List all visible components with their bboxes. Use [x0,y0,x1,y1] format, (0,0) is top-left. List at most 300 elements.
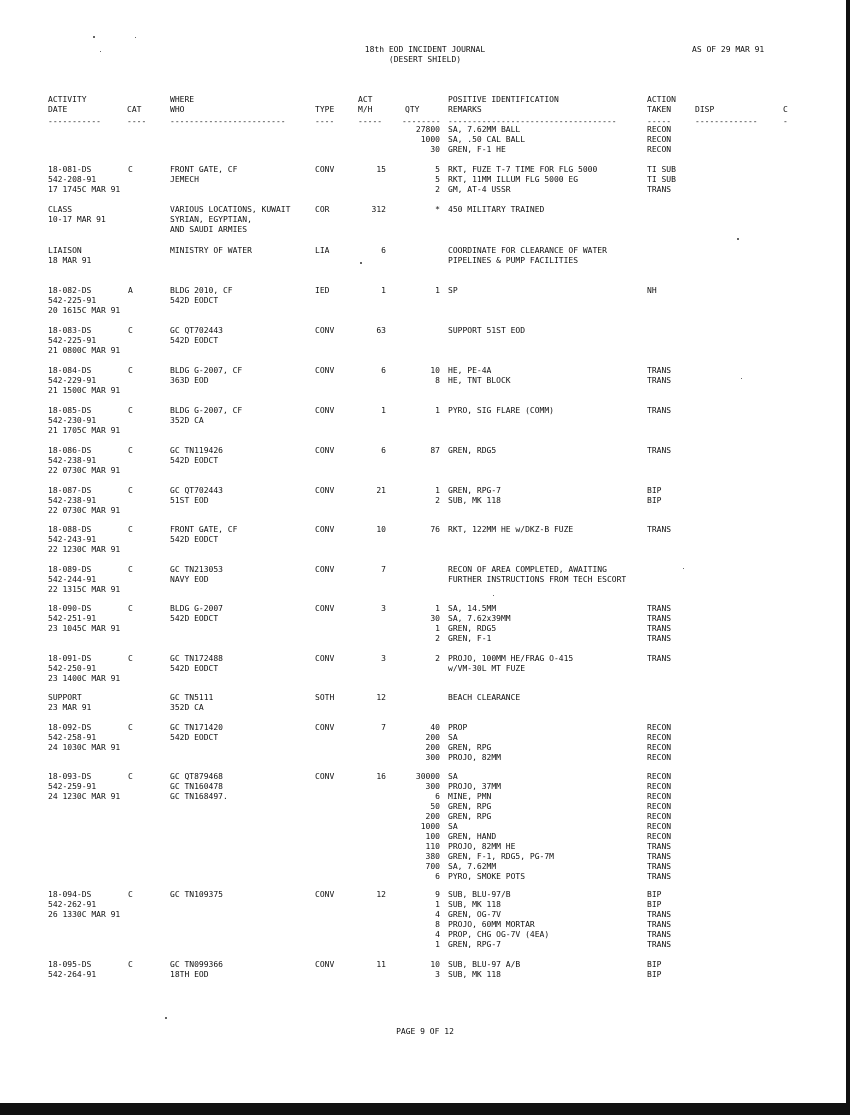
action-taken-cell-line: TRANS [647,634,672,643]
qty-cell [396,960,440,980]
remarks-cell-line: SUB, MK 118 [448,496,501,505]
remarks-cell-line: HE, PE-4A [448,366,492,375]
action-taken-cell-line: TI SUB [647,165,676,174]
activity-cell [48,772,120,802]
action-taken-cell-line: BIP [647,970,662,979]
scan-speck [737,238,739,240]
remarks-cell-line: PROJO, 82MM HE [448,842,516,851]
activity-cell-line: 18-091-DS [48,654,92,663]
act-mh-cell: 1 [381,406,386,415]
underline-activity: ----------- [48,117,101,126]
qty-cell [396,654,440,664]
action-taken-cell-line: TRANS [647,940,672,949]
remarks-cell-line: COORDINATE FOR CLEARANCE OF WATER [448,246,607,255]
activity-cell [48,165,120,195]
header-qty: QTY [405,105,420,114]
remarks-cell-line: SUB, MK 118 [448,970,501,979]
cat-cell: C [128,326,133,335]
activity-cell-line: 542-225-91 [48,296,97,305]
header-type: TYPE [315,105,335,114]
activity-cell [48,960,96,980]
where-who-cell-line: GC QT702443 [170,326,223,335]
act-mh-cell: 312 [371,205,386,214]
remarks-cell-line: PROJO, 60MM MORTAR [448,920,535,929]
act-mh-cell: 7 [381,565,386,574]
qty-cell-line: 30 [430,614,440,623]
qty-cell-line: 2 [435,185,440,194]
remarks-cell [448,165,597,195]
activity-cell-line: 22 1315C MAR 91 [48,585,121,594]
action-taken-cell [647,286,657,296]
action-taken-cell-line: RECON [647,782,672,791]
activity-cell-line: 18-086-DS [48,446,92,455]
where-who-cell-line: FRONT GATE, CF [170,165,238,174]
action-taken-cell [647,165,676,195]
qty-cell-line: 380 [425,852,440,861]
where-who-cell-line: JEMECH [170,175,199,184]
action-taken-cell-line: RECON [647,723,672,732]
qty-cell-line: 100 [425,832,440,841]
cat-cell: C [128,165,133,174]
action-taken-cell [647,772,671,882]
activity-cell-line: 18-088-DS [48,525,92,534]
action-taken-cell-line: TRANS [647,366,672,375]
qty-cell-line: 9 [435,890,440,899]
scan-bottom-edge [0,1103,850,1115]
qty-cell-line: 300 [425,753,440,762]
where-who-cell-line: MINISTRY OF WATER [170,246,252,255]
remarks-cell-line: w/VM-30L MT FUZE [448,664,526,673]
qty-cell-line: 40 [430,723,440,732]
scan-speck [493,595,494,596]
remarks-cell-line: GREN, F-1 HE [448,145,506,154]
qty-cell-line: 5 [435,175,440,184]
action-taken-cell-line: RECON [647,125,672,134]
action-taken-cell-line: TRANS [647,446,672,455]
remarks-cell-line: GREN, RDG5 [448,624,497,633]
remarks-cell-line: PROP, CHG OG-7V (4EA) [448,930,550,939]
where-who-cell [170,693,213,713]
underline-taken: ----- [647,117,672,126]
action-taken-cell-line: BIP [647,890,662,899]
where-who-cell [170,446,223,466]
qty-cell [396,366,440,386]
remarks-cell-line: SA, .50 CAL BALL [448,135,526,144]
qty-cell-line: 6 [435,872,440,881]
action-taken-cell-line: RECON [647,772,672,781]
activity-cell-line: 542-225-91 [48,336,97,345]
qty-cell-line: 6 [435,792,440,801]
qty-cell [396,890,440,950]
remarks-cell-line: GREN, F-1, RDG5, PG-7M [448,852,554,861]
qty-cell-line: 4 [435,910,440,919]
qty-cell-line: 1 [435,624,440,633]
remarks-cell-line: PROJO, 37MM [448,782,501,791]
act-mh-cell: 3 [381,654,386,663]
activity-cell-line: 18-087-DS [48,486,92,495]
type-cell: COR [315,205,330,214]
where-who-cell [170,890,223,900]
act-mh-cell: 63 [376,326,386,335]
remarks-cell-line: SUB, MK 118 [448,900,501,909]
remarks-cell-line: PYRO, SMOKE POTS [448,872,526,881]
action-taken-cell-line: TRANS [647,654,672,663]
page-title-line-1: 18th EOD INCIDENT JOURNAL [364,45,486,54]
cat-cell: C [128,960,133,969]
qty-cell [396,165,440,195]
where-who-cell-line: FRONT GATE, CF [170,525,238,534]
qty-cell-line: 3 [435,970,440,979]
action-taken-cell-line: TRANS [647,872,672,881]
remarks-cell-line: GREN, F-1 [448,634,492,643]
where-who-cell-line: GC TN172488 [170,654,223,663]
act-mh-cell: 6 [381,366,386,375]
activity-cell-line: 22 1230C MAR 91 [48,545,121,554]
activity-cell-line: 542-243-91 [48,535,97,544]
where-who-cell-line: 542D EODCT [170,336,219,345]
action-taken-cell-line: RECON [647,145,672,154]
qty-cell-line: 5 [435,165,440,174]
where-who-cell [170,772,228,802]
header-act-mh: ACT M/H [358,95,373,114]
qty-cell [396,205,440,215]
activity-cell-line: 542-258-91 [48,733,97,742]
remarks-cell-line: FURTHER INSTRUCTIONS FROM TECH ESCORT [448,575,627,584]
activity-cell [48,406,120,436]
page-number: PAGE 9 OF 12 [396,1027,454,1036]
qty-cell [396,723,440,763]
cat-cell: C [128,446,133,455]
activity-cell [48,654,120,684]
type-cell: CONV [315,654,335,663]
header-cat: CAT [127,105,142,114]
activity-cell-line: 23 MAR 91 [48,703,92,712]
where-who-cell-line: AND SAUDI ARMIES [170,225,248,234]
cat-cell: C [128,565,133,574]
where-who-cell [170,486,223,506]
cat-cell: C [128,772,133,781]
qty-cell-line: 300 [425,782,440,791]
where-who-cell-line: 542D EODCT [170,733,219,742]
where-who-cell [170,654,223,674]
where-who-cell [170,246,252,256]
qty-cell-line: 200 [425,743,440,752]
action-taken-cell-line: RECON [647,802,672,811]
underline-cat: ---- [127,117,147,126]
qty-cell-line: 1000 [420,135,440,144]
activity-cell-line: 18-082-DS [48,286,92,295]
activity-cell [48,486,120,516]
type-cell: LIA [315,246,330,255]
activity-cell [48,604,120,634]
activity-cell-line: 22 0730C MAR 91 [48,506,121,515]
where-who-cell [170,326,223,346]
action-taken-cell-line: TRANS [647,604,672,613]
type-cell: CONV [315,486,335,495]
remarks-cell [448,772,554,882]
action-taken-cell-line: TRANS [647,920,672,929]
scan-speck [93,36,95,38]
remarks-cell [448,326,525,336]
header-where-who: WHERE WHO [170,95,195,114]
act-mh-cell: 12 [376,890,386,899]
type-cell: CONV [315,604,335,613]
activity-cell [48,446,120,476]
qty-cell-line: 10 [430,960,440,969]
activity-cell-line: 18-094-DS [48,890,92,899]
action-taken-cell-line: RECON [647,832,672,841]
activity-cell-line: 20 1615C MAR 91 [48,306,121,315]
type-cell: CONV [315,446,335,455]
cat-cell: A [128,286,133,295]
act-mh-cell: 6 [381,246,386,255]
cat-cell: C [128,486,133,495]
act-mh-cell: 16 [376,772,386,781]
remarks-cell-line: PROJO, 100MM HE/FRAG O-415 [448,654,574,663]
act-mh-cell: 21 [376,486,386,495]
where-who-cell [170,205,290,235]
activity-cell-line: 21 1705C MAR 91 [48,426,121,435]
action-taken-cell [647,604,671,644]
qty-cell-line: 200 [425,733,440,742]
remarks-cell-line: SA [448,733,458,742]
where-who-cell-line: BLDG G-2007, CF [170,366,243,375]
remarks-cell-line: SA, 7.62MM [448,862,497,871]
remarks-cell-line: SUB, BLU-97/B [448,890,511,899]
remarks-cell-line: GREN, RPG [448,802,492,811]
action-taken-cell-line: TI SUB [647,175,676,184]
where-who-cell-line: BLDG 2010, CF [170,286,233,295]
remarks-cell [448,486,501,506]
activity-cell-line: 542-244-91 [48,575,97,584]
act-mh-cell: 10 [376,525,386,534]
remarks-cell-line: RKT, FUZE T-7 TIME FOR FLG 5000 [448,165,598,174]
qty-cell [396,125,440,155]
where-who-cell-line: GC TN168497. [170,792,228,801]
qty-cell-line: 27800 [415,125,440,134]
type-cell: SOTH [315,693,335,702]
action-taken-cell-line: RECON [647,753,672,762]
qty-cell-line: 1 [435,286,440,295]
activity-cell-line: 18-093-DS [48,772,92,781]
qty-cell-line: 200 [425,812,440,821]
remarks-cell [448,406,554,416]
where-who-cell-line: BLDG G-2007, CF [170,406,243,415]
underline-c: - [783,117,788,126]
action-taken-cell [647,446,671,456]
remarks-cell-line: PROP [448,723,468,732]
qty-cell [396,486,440,506]
action-taken-cell-line: TRANS [647,406,672,415]
qty-cell-line: 1 [435,940,440,949]
activity-cell [48,205,106,225]
qty-cell [396,406,440,416]
type-cell: CONV [315,565,335,574]
act-mh-cell: 12 [376,693,386,702]
remarks-cell-line: PIPELINES & PUMP FACILITIES [448,256,579,265]
where-who-cell-line: 352D CA [170,416,204,425]
where-who-cell-line: BLDG G-2007 [170,604,223,613]
remarks-cell-line: RKT, 11MM ILLUM FLG 5000 EG [448,175,579,184]
action-taken-cell [647,486,661,506]
activity-cell-line: 542-262-91 [48,900,97,909]
activity-cell-line: CLASS [48,205,73,214]
type-cell: CONV [315,406,335,415]
action-taken-cell-line: TRANS [647,930,672,939]
type-cell: CONV [315,960,335,969]
act-mh-cell: 3 [381,604,386,613]
where-who-cell-line: NAVY EOD [170,575,209,584]
scan-speck [683,568,684,569]
remarks-cell-line: SA, 14.5MM [448,604,497,613]
underline-where: ------------------------ [170,117,286,126]
cat-cell: C [128,890,133,899]
activity-cell-line: 18 MAR 91 [48,256,92,265]
type-cell: CONV [315,525,335,534]
remarks-cell-line: RKT, 122MM HE w/DKZ-B FUZE [448,525,574,534]
activity-cell [48,246,91,266]
where-who-cell-line: SYRIAN, EGYPTIAN, [170,215,252,224]
remarks-cell-line: BEACH CLEARANCE [448,693,521,702]
action-taken-cell-line: TRANS [647,852,672,861]
remarks-cell [448,286,458,296]
action-taken-cell-line: NH [647,286,657,295]
where-who-cell-line: 542D EODCT [170,664,219,673]
activity-cell-line: 24 1230C MAR 91 [48,792,121,801]
where-who-cell-line: 352D CA [170,703,204,712]
remarks-cell [448,125,525,155]
remarks-cell-line: GREN, HAND [448,832,497,841]
action-taken-cell-line: RECON [647,135,672,144]
cat-cell: C [128,604,133,613]
action-taken-cell-line: TRANS [647,862,672,871]
remarks-cell-line: GREN, OG-7V [448,910,501,919]
remarks-cell-line: GREN, RDG5 [448,446,497,455]
qty-cell-line: 2 [435,496,440,505]
remarks-cell [448,723,501,763]
activity-cell [48,326,120,356]
act-mh-cell: 1 [381,286,386,295]
qty-cell-line: 1 [435,604,440,613]
activity-cell-line: LIAISON [48,246,82,255]
where-who-cell-line: GC QT879468 [170,772,223,781]
remarks-cell-line: PYRO, SIG FLARE (COMM) [448,406,554,415]
page-title-line-2: (DESERT SHIELD) [388,55,462,64]
activity-cell [48,565,120,595]
where-who-cell-line: GC TN109375 [170,890,223,899]
action-taken-cell [647,525,671,535]
action-taken-cell-line: RECON [647,733,672,742]
qty-cell-line: 50 [430,802,440,811]
action-taken-cell-line: TRANS [647,842,672,851]
action-taken-cell [647,125,671,155]
where-who-cell [170,406,242,426]
remarks-cell [448,890,549,950]
activity-cell-line: 542-259-91 [48,782,97,791]
activity-cell-line: 542-229-91 [48,376,97,385]
qty-cell-line: 1000 [420,822,440,831]
action-taken-cell-line: TRANS [647,614,672,623]
action-taken-cell [647,723,671,763]
type-cell: CONV [315,165,335,174]
activity-cell-line: 542-230-91 [48,416,97,425]
action-taken-cell [647,960,661,980]
act-mh-cell: 15 [376,165,386,174]
cat-cell: C [128,654,133,663]
qty-cell-line: 1 [435,900,440,909]
where-who-cell-line: GC TN5111 [170,693,214,702]
remarks-cell-line: GREN, RPG-7 [448,940,501,949]
type-cell: CONV [315,890,335,899]
remarks-cell [448,654,573,674]
type-cell: CONV [315,772,335,781]
where-who-cell-line: 18TH EOD [170,970,209,979]
remarks-cell-line: GREN, RPG [448,743,492,752]
where-who-cell [170,723,223,743]
as-of-date: AS OF 29 MAR 91 [692,45,765,54]
qty-cell-line: 110 [425,842,440,851]
qty-cell-line: * [435,205,440,214]
qty-cell-line: 1 [435,486,440,495]
where-who-cell [170,525,237,545]
activity-cell-line: SUPPORT [48,693,82,702]
underline-disp: ------------- [695,117,758,126]
scan-right-edge [846,0,850,1115]
remarks-cell [448,446,496,456]
act-mh-cell: 7 [381,723,386,732]
activity-cell-line: 18-095-DS [48,960,92,969]
remarks-cell-line: RECON OF AREA COMPLETED, AWAITING [448,565,607,574]
remarks-cell-line: HE, TNT BLOCK [448,376,511,385]
where-who-cell [170,286,233,306]
action-taken-cell-line: RECON [647,743,672,752]
where-who-cell-line: GC QT702443 [170,486,223,495]
activity-cell-line: 542-238-91 [48,456,97,465]
remarks-cell-line: GREN, RPG-7 [448,486,501,495]
activity-cell-line: 542-250-91 [48,664,97,673]
underline-remarks: ----------------------------------- [448,117,617,126]
activity-cell-line: 18-085-DS [48,406,92,415]
action-taken-cell-line: TRANS [647,624,672,633]
cat-cell: C [128,406,133,415]
activity-cell-line: 18-083-DS [48,326,92,335]
action-taken-cell-line: RECON [647,812,672,821]
activity-cell [48,890,120,920]
activity-cell-line: 18-081-DS [48,165,92,174]
act-mh-cell: 6 [381,446,386,455]
remarks-cell [448,604,511,644]
where-who-cell [170,366,242,386]
where-who-cell-line: VARIOUS LOCATIONS, KUWAIT [170,205,291,214]
qty-cell-line: 8 [435,920,440,929]
qty-cell-line: 10 [430,366,440,375]
header-c: C [783,105,788,114]
remarks-cell-line: SUPPORT 51ST EOD [448,326,526,335]
action-taken-cell-line: RECON [647,792,672,801]
type-cell: IED [315,286,330,295]
activity-cell [48,286,120,316]
action-taken-cell-line: BIP [647,496,662,505]
where-who-cell-line: GC TN119426 [170,446,223,455]
remarks-cell-line: 450 MILITARY TRAINED [448,205,545,214]
qty-cell-line: 1 [435,406,440,415]
remarks-cell-line: SA [448,772,458,781]
activity-cell [48,366,120,396]
act-mh-cell: 11 [376,960,386,969]
activity-cell-line: 542-251-91 [48,614,97,623]
remarks-cell-line: SUB, BLU-97 A/B [448,960,521,969]
remarks-cell-line: SA, 7.62MM BALL [448,125,521,134]
